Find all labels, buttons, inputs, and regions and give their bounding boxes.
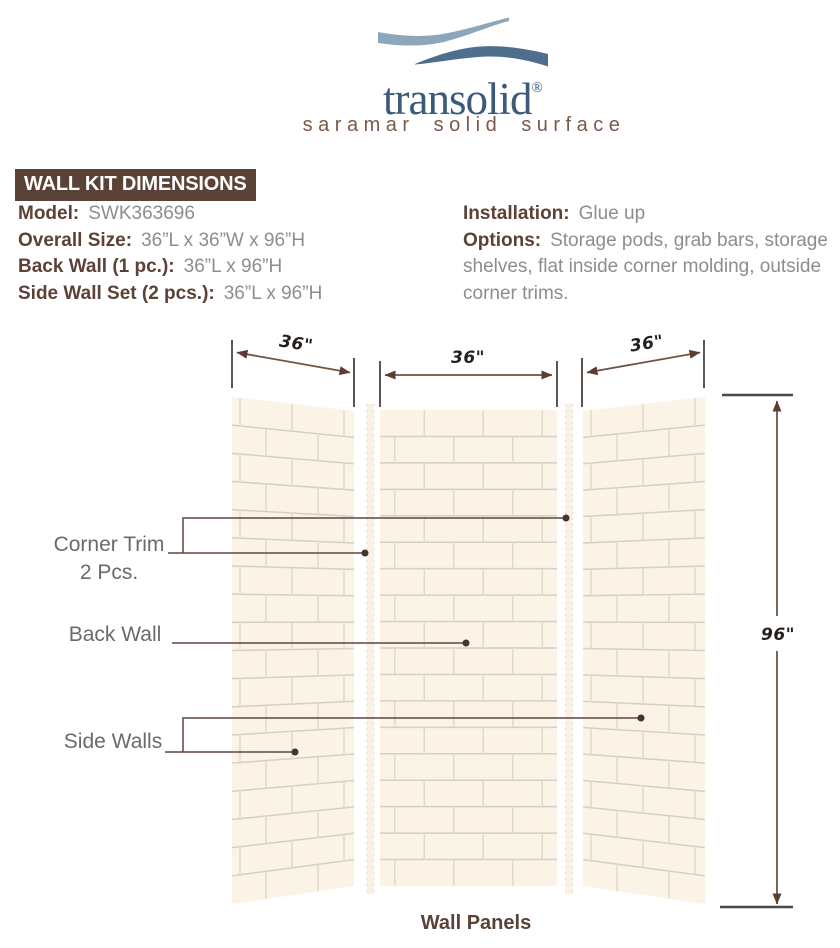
corner-trim-left-dot bbox=[362, 550, 369, 557]
brand-tagline: saramar solid surface bbox=[302, 114, 626, 136]
corner-trim-right bbox=[566, 404, 573, 894]
back-wall-panel bbox=[380, 410, 557, 886]
label-corner-trim-qty: 2 Pcs. bbox=[79, 561, 139, 584]
spec-label: Options: bbox=[463, 229, 542, 251]
spec-value: Glue up bbox=[578, 203, 646, 224]
spec-value: SWK363696 bbox=[88, 203, 195, 224]
dim-back-width-label: 36" bbox=[450, 348, 486, 368]
section-title: WALL KIT DIMENSIONS bbox=[15, 169, 256, 201]
label-back-wall: Back Wall bbox=[68, 623, 162, 646]
dimension-line-left-width bbox=[237, 353, 350, 373]
side-wall-right-panel bbox=[583, 397, 705, 904]
spec-label: Installation: bbox=[463, 203, 570, 224]
spec-value: 36”L x 96”H bbox=[223, 282, 323, 304]
brand-text: transolid bbox=[383, 74, 532, 124]
corner-trim-left bbox=[367, 404, 374, 894]
spec-row-side-wall-set bbox=[18, 281, 322, 308]
dimension-line-right-width bbox=[587, 353, 700, 373]
spec-label: Model: bbox=[18, 203, 80, 224]
spec-value: 36”L x 36”W x 96”H bbox=[141, 229, 306, 251]
dim-height-label: 96" bbox=[760, 625, 796, 645]
side-wall-right-dot bbox=[638, 715, 645, 722]
spec-row-overall-size bbox=[18, 228, 322, 255]
registered-mark: ® bbox=[531, 80, 543, 96]
back-wall-dot bbox=[463, 640, 470, 647]
side-wall-left-panel bbox=[232, 397, 354, 904]
spec-list-right bbox=[463, 201, 837, 307]
dim-left-width-label: 36" bbox=[277, 331, 315, 357]
corner-trim-right-dot bbox=[563, 515, 570, 522]
wall-panels bbox=[232, 397, 705, 904]
diagram-caption: Wall Panels bbox=[420, 912, 532, 934]
spec-row-options bbox=[463, 228, 837, 308]
spec-row-model bbox=[18, 201, 322, 228]
spec-row-installation bbox=[463, 201, 837, 228]
wave-light bbox=[378, 18, 509, 46]
label-corner-trim: Corner Trim bbox=[53, 533, 165, 556]
spec-label: Overall Size: bbox=[18, 229, 133, 251]
spec-value: Storage pods, grab bars, storage shelves, flat inside corner molding, outside corner trims. bbox=[463, 229, 828, 304]
spec-list-left bbox=[18, 201, 322, 307]
dim-right-width-label: 36" bbox=[628, 331, 666, 357]
spec-label: Back Wall (1 pc.): bbox=[18, 256, 175, 277]
part-labels bbox=[54, 533, 165, 753]
spec-row-back-wall bbox=[18, 254, 322, 281]
side-wall-left-dot bbox=[292, 749, 299, 756]
wall-panels-diagram bbox=[0, 330, 840, 948]
label-side-walls: Side Walls bbox=[63, 730, 163, 753]
spec-value: 36”L x 96”H bbox=[183, 256, 283, 277]
spec-label: Side Wall Set (2 pcs.): bbox=[18, 282, 215, 304]
